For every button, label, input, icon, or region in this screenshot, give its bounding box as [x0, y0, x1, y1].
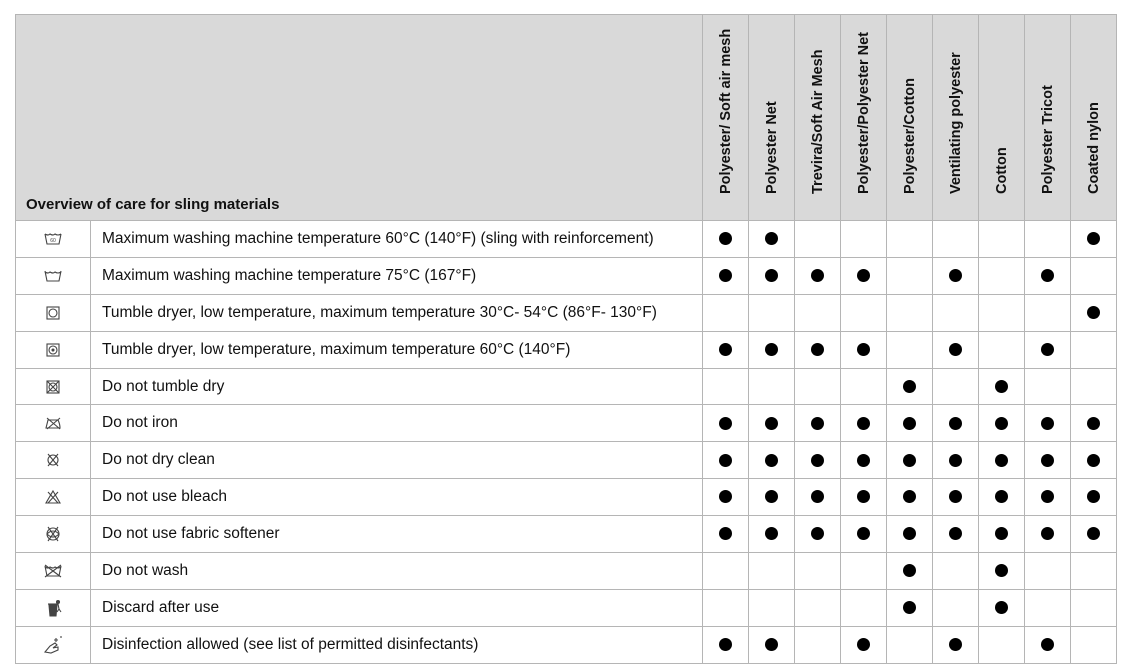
applicable-dot	[903, 417, 916, 430]
material-label: Polyester/Polyester Net	[855, 32, 872, 194]
applicable-dot	[1087, 306, 1100, 319]
table-row	[16, 405, 1117, 442]
applicable-dot	[1087, 417, 1100, 430]
no-iron-icon	[16, 405, 91, 442]
applicability-cell	[749, 516, 795, 553]
applicability-cell	[795, 368, 841, 405]
applicable-dot	[765, 454, 778, 467]
applicability-cell	[1071, 368, 1117, 405]
applicability-cell	[795, 257, 841, 294]
applicability-cell	[1025, 405, 1071, 442]
applicability-cell	[841, 257, 887, 294]
applicable-dot	[719, 638, 732, 651]
applicable-dot	[719, 417, 732, 430]
applicability-cell	[703, 331, 749, 368]
care-instruction-label: Tumble dryer, low temperature, maximum temperature 30°C- 54°C (86°F- 130°F)	[91, 294, 703, 331]
applicability-cell	[841, 479, 887, 516]
care-instruction-label: Do not tumble dry	[91, 368, 703, 405]
applicable-dot	[949, 417, 962, 430]
applicability-cell	[887, 294, 933, 331]
applicable-dot	[995, 454, 1008, 467]
applicability-cell	[795, 331, 841, 368]
applicability-cell	[979, 553, 1025, 590]
applicability-cell	[703, 294, 749, 331]
care-instruction-label: Do not use fabric softener	[91, 516, 703, 553]
applicability-cell	[887, 589, 933, 626]
applicability-cell	[841, 442, 887, 479]
applicability-cell	[1071, 626, 1117, 663]
applicable-dot	[949, 490, 962, 503]
applicability-cell	[749, 479, 795, 516]
applicable-dot	[903, 490, 916, 503]
applicable-dot	[1041, 417, 1054, 430]
applicable-dot	[995, 380, 1008, 393]
applicable-dot	[857, 527, 870, 540]
material-label: Polyester Net	[763, 101, 780, 194]
care-instruction-label: Do not dry clean	[91, 442, 703, 479]
applicability-cell	[795, 516, 841, 553]
applicable-dot	[903, 380, 916, 393]
discard-bin-icon	[16, 589, 91, 626]
applicable-dot	[719, 490, 732, 503]
no-dry-clean-icon	[16, 442, 91, 479]
table-row	[16, 221, 1117, 258]
applicability-cell	[841, 368, 887, 405]
applicable-dot	[903, 454, 916, 467]
applicability-cell	[795, 221, 841, 258]
applicability-cell	[1025, 553, 1071, 590]
applicability-cell	[841, 589, 887, 626]
table-row	[16, 442, 1117, 479]
applicability-cell	[979, 331, 1025, 368]
applicable-dot	[995, 417, 1008, 430]
applicable-dot	[949, 269, 962, 282]
applicability-cell	[795, 405, 841, 442]
applicable-dot	[995, 601, 1008, 614]
applicable-dot	[949, 454, 962, 467]
applicability-cell	[795, 442, 841, 479]
applicable-dot	[765, 490, 778, 503]
material-header	[933, 15, 979, 221]
applicability-cell	[749, 553, 795, 590]
applicability-cell	[1071, 516, 1117, 553]
applicability-cell	[1071, 479, 1117, 516]
applicability-cell	[979, 405, 1025, 442]
applicability-cell	[841, 405, 887, 442]
care-instruction-label: Do not wash	[91, 553, 703, 590]
applicability-cell	[749, 257, 795, 294]
table-row	[16, 479, 1117, 516]
material-header	[795, 15, 841, 221]
applicability-cell	[933, 221, 979, 258]
care-instruction-label: Maximum washing machine temperature 60°C (140°F) (sling with reinforcement)	[91, 221, 703, 258]
applicable-dot	[765, 417, 778, 430]
applicable-dot	[903, 527, 916, 540]
care-instruction-label: Discard after use	[91, 589, 703, 626]
material-label: Ventilating polyester	[947, 52, 964, 194]
applicability-cell	[703, 405, 749, 442]
applicable-dot	[995, 564, 1008, 577]
applicability-cell	[933, 479, 979, 516]
applicability-cell	[703, 589, 749, 626]
applicability-cell	[979, 516, 1025, 553]
wash-tub-icon	[16, 257, 91, 294]
applicability-cell	[979, 221, 1025, 258]
applicability-cell	[933, 257, 979, 294]
applicability-cell	[933, 331, 979, 368]
applicability-cell	[841, 516, 887, 553]
applicability-cell	[703, 257, 749, 294]
header-row	[16, 15, 1117, 221]
svg-text:60: 60	[50, 237, 56, 244]
applicability-cell	[979, 294, 1025, 331]
applicability-cell	[979, 257, 1025, 294]
material-label: Cotton	[993, 147, 1010, 194]
applicable-dot	[857, 638, 870, 651]
material-label: Polyester/Cotton	[901, 77, 918, 194]
applicability-cell	[887, 331, 933, 368]
applicable-dot	[765, 232, 778, 245]
applicability-cell	[933, 516, 979, 553]
tumble-dry-dot-icon	[16, 331, 91, 368]
applicable-dot	[903, 601, 916, 614]
table-row	[16, 516, 1117, 553]
care-instruction-label: Maximum washing machine temperature 75°C (167°F)	[91, 257, 703, 294]
applicability-cell	[795, 294, 841, 331]
applicability-cell	[1025, 626, 1071, 663]
applicability-cell	[1025, 331, 1071, 368]
applicability-cell	[795, 626, 841, 663]
care-instruction-label: Tumble dryer, low temperature, maximum temperature 60°C (140°F)	[91, 331, 703, 368]
applicable-dot	[811, 417, 824, 430]
table-row	[16, 331, 1117, 368]
care-table	[15, 14, 1117, 664]
applicability-cell	[1025, 589, 1071, 626]
applicability-cell	[703, 368, 749, 405]
table-row	[16, 626, 1117, 663]
applicable-dot	[765, 269, 778, 282]
applicability-cell	[749, 626, 795, 663]
applicability-cell	[1071, 294, 1117, 331]
applicable-dot	[857, 417, 870, 430]
material-header	[1025, 15, 1071, 221]
applicable-dot	[1041, 638, 1054, 651]
applicable-dot	[719, 527, 732, 540]
applicability-cell	[979, 589, 1025, 626]
applicable-dot	[1087, 454, 1100, 467]
applicability-cell	[979, 442, 1025, 479]
no-fabric-softener-icon	[16, 516, 91, 553]
applicable-dot	[995, 490, 1008, 503]
applicable-dot	[857, 343, 870, 356]
applicability-cell	[795, 479, 841, 516]
applicable-dot	[995, 527, 1008, 540]
disinfection-hand-icon	[16, 626, 91, 663]
applicability-cell	[1025, 479, 1071, 516]
applicability-cell	[1025, 516, 1071, 553]
applicable-dot	[857, 269, 870, 282]
applicable-dot	[765, 343, 778, 356]
applicability-cell	[887, 626, 933, 663]
table-row	[16, 589, 1117, 626]
applicability-cell	[1071, 589, 1117, 626]
applicable-dot	[719, 343, 732, 356]
applicability-cell	[933, 442, 979, 479]
table-row	[16, 257, 1117, 294]
applicability-cell	[933, 553, 979, 590]
applicable-dot	[811, 343, 824, 356]
table-row	[16, 294, 1117, 331]
applicability-cell	[749, 442, 795, 479]
applicable-dot	[811, 527, 824, 540]
no-bleach-icon	[16, 479, 91, 516]
applicability-cell	[749, 331, 795, 368]
applicability-cell	[887, 257, 933, 294]
table-row	[16, 368, 1117, 405]
applicability-cell	[841, 626, 887, 663]
no-wash-icon	[16, 553, 91, 590]
applicability-cell	[703, 442, 749, 479]
material-header	[749, 15, 795, 221]
applicable-dot	[949, 343, 962, 356]
applicability-cell	[933, 589, 979, 626]
applicable-dot	[719, 269, 732, 282]
applicability-cell	[1071, 442, 1117, 479]
applicability-cell	[1025, 294, 1071, 331]
applicability-cell	[749, 405, 795, 442]
applicability-cell	[703, 553, 749, 590]
applicability-cell	[841, 221, 887, 258]
care-instruction-label: Do not use bleach	[91, 479, 703, 516]
applicable-dot	[857, 454, 870, 467]
applicable-dot	[719, 454, 732, 467]
applicable-dot	[719, 232, 732, 245]
material-header	[979, 15, 1025, 221]
applicability-cell	[749, 221, 795, 258]
applicable-dot	[765, 638, 778, 651]
applicable-dot	[1041, 343, 1054, 356]
applicable-dot	[1041, 527, 1054, 540]
applicability-cell	[933, 294, 979, 331]
applicability-cell	[887, 442, 933, 479]
applicability-cell	[1025, 442, 1071, 479]
applicability-cell	[979, 626, 1025, 663]
material-label: Polyester/ Soft air mesh	[717, 28, 734, 194]
applicable-dot	[811, 269, 824, 282]
material-header	[841, 15, 887, 221]
applicable-dot	[765, 527, 778, 540]
applicability-cell	[841, 553, 887, 590]
applicability-cell	[703, 221, 749, 258]
applicability-cell	[1025, 221, 1071, 258]
applicable-dot	[1041, 454, 1054, 467]
applicability-cell	[1071, 405, 1117, 442]
applicability-cell	[795, 589, 841, 626]
applicability-cell	[749, 368, 795, 405]
applicable-dot	[1087, 527, 1100, 540]
applicability-cell	[887, 479, 933, 516]
applicable-dot	[1087, 232, 1100, 245]
material-header	[1071, 15, 1117, 221]
table-row	[16, 553, 1117, 590]
applicability-cell	[1025, 257, 1071, 294]
applicability-cell	[1071, 331, 1117, 368]
wash-60-icon	[16, 221, 91, 258]
applicability-cell	[933, 626, 979, 663]
material-header	[887, 15, 933, 221]
material-label: Polyester Tricot	[1039, 85, 1056, 194]
applicability-cell	[933, 405, 979, 442]
applicability-cell	[749, 589, 795, 626]
care-instruction-label: Do not iron	[91, 405, 703, 442]
applicability-cell	[887, 221, 933, 258]
applicable-dot	[857, 490, 870, 503]
applicability-cell	[1071, 257, 1117, 294]
applicability-cell	[887, 368, 933, 405]
care-instruction-label: Disinfection allowed (see list of permitted disinfectants)	[91, 626, 703, 663]
applicability-cell	[1071, 221, 1117, 258]
applicability-cell	[979, 479, 1025, 516]
applicability-cell	[703, 479, 749, 516]
applicable-dot	[1041, 269, 1054, 282]
applicability-cell	[1025, 368, 1071, 405]
applicability-cell	[933, 368, 979, 405]
tumble-dry-low-icon	[16, 294, 91, 331]
material-label: Coated nylon	[1085, 102, 1102, 194]
applicable-dot	[1041, 490, 1054, 503]
applicability-cell	[979, 368, 1025, 405]
applicable-dot	[949, 527, 962, 540]
applicability-cell	[841, 331, 887, 368]
applicability-cell	[887, 553, 933, 590]
applicability-cell	[887, 405, 933, 442]
no-tumble-dry-icon	[16, 368, 91, 405]
applicable-dot	[811, 454, 824, 467]
applicability-cell	[795, 553, 841, 590]
table-body	[16, 221, 1117, 664]
applicable-dot	[949, 638, 962, 651]
applicable-dot	[1087, 490, 1100, 503]
applicability-cell	[1071, 553, 1117, 590]
applicability-cell	[841, 294, 887, 331]
applicability-cell	[887, 516, 933, 553]
applicability-cell	[703, 626, 749, 663]
table-title: Overview of care for sling materials	[16, 15, 703, 221]
material-header	[703, 15, 749, 221]
material-label: Trevira/Soft Air Mesh	[809, 49, 826, 194]
applicability-cell	[703, 516, 749, 553]
applicable-dot	[811, 490, 824, 503]
applicable-dot	[903, 564, 916, 577]
applicability-cell	[749, 294, 795, 331]
